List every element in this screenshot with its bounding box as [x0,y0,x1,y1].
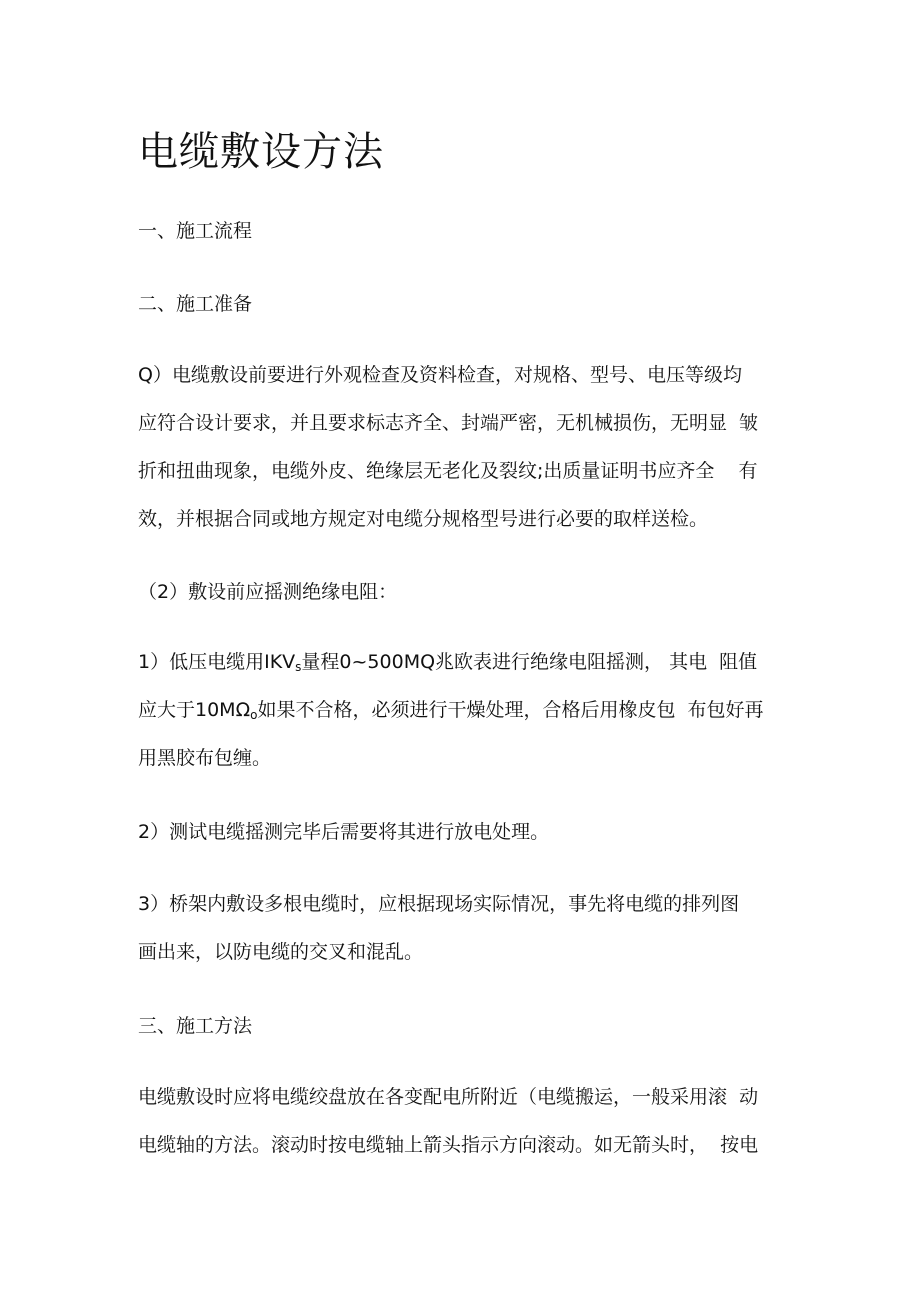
paragraph-line: 应符合设计要求，并且要求标志齐全、封端严密，无机械损伤，无明显 皱 [138,412,759,434]
paragraph-line: 画出来，以防电缆的交叉和混乱。 [138,941,424,963]
text-fragment: 量程0~500MQ兆欧表进行绝缘电阻摇测， 其电 阻值 [301,651,758,673]
paragraph-line [138,686,788,734]
document-title: 电缆敷设方法 [138,129,384,175]
paragraph-low-voltage-test [138,638,788,782]
paragraph-insulation-heading: （2）敷设前应摇测绝缘电阻： [138,581,398,603]
text-fragment: 应大于10MΩ [138,699,251,721]
paragraph-line: 效，并根据合同或地方规定对电缆分规格型号进行必要的取样送检。 [138,508,709,530]
paragraph-line: 用黑胶布包缠。 [138,747,272,769]
paragraph-line: 折和扭曲现象，电缆外皮、绝缘层无老化及裂纹;出质量证明书应齐全 有 [138,460,758,482]
paragraph-line [138,638,788,686]
paragraph-line: 电缆敷设时应将电缆绞盘放在各变配电所附近（电缆搬运，一般采用滚 动 [138,1086,759,1108]
paragraph-line: Q）电缆敷设前要进行外观检查及资料检查，对规格、型号、电压等级均 [138,364,742,386]
section-heading-method: 三、施工方法 [138,1015,253,1037]
paragraph-line: 电缆轴的方法。滚动时按电缆轴上箭头指示方向滚动。如无箭头时， 按电 [138,1134,759,1156]
paragraph-cable-drum [138,1073,788,1169]
paragraph-discharge: 2）测试电缆摇测完毕后需要将其进行放电处理。 [138,821,550,843]
text-subscript: s [295,660,302,674]
section-heading-preparation: 二、施工准备 [138,293,253,315]
text-fragment: 如果不合格，必须进行干燥处理，合格后用橡皮包 布包好再 [257,699,764,721]
paragraph-line: 3）桥架内敷设多根电缆时，应根据现场实际情况，事先将电缆的排列图 [138,893,740,915]
paragraph-inspection [138,351,788,543]
section-heading-process: 一、施工流程 [138,220,253,242]
text-fragment: 1）低压电缆用IKV [138,651,296,673]
paragraph-tray-layout [138,880,788,976]
text-subscript: o [250,708,258,722]
